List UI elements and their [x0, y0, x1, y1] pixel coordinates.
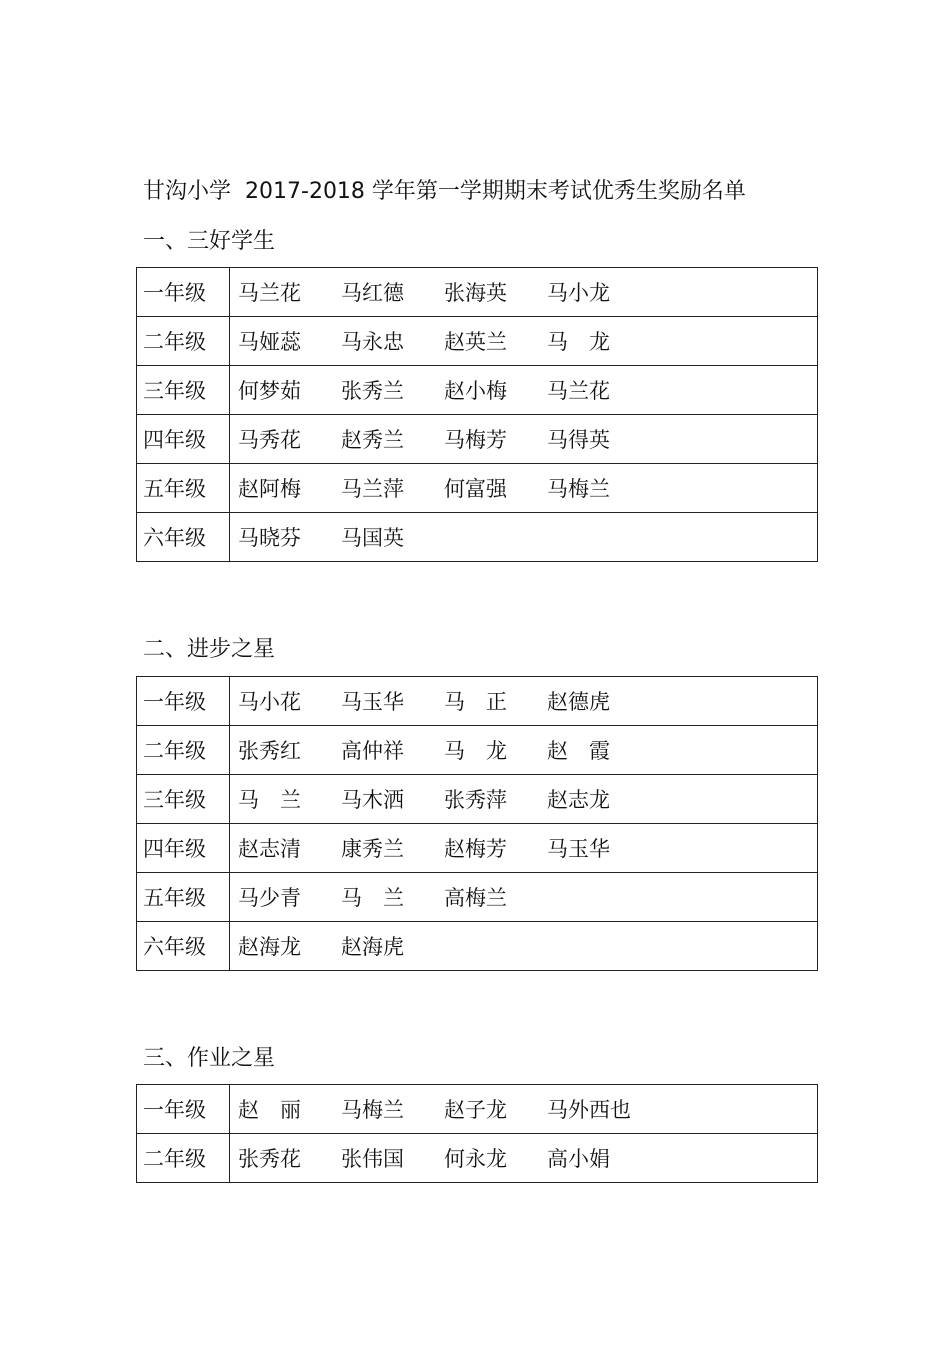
grade-cell: 六年级: [137, 922, 230, 971]
names-cell: [230, 775, 818, 824]
student-name: 赵 丽: [238, 1098, 301, 1122]
student-name: 马小花: [238, 690, 301, 714]
student-name: 马外西也: [547, 1098, 631, 1122]
grade-cell: 四年级: [137, 415, 230, 464]
table-row: [137, 513, 818, 562]
names-cell: [230, 922, 818, 971]
grade-cell: 一年级: [137, 268, 230, 317]
section-heading-homework-stars: 三、作业之星: [143, 1046, 276, 1071]
table-row: [137, 317, 818, 366]
student-name: 马 龙: [444, 739, 507, 763]
grade-cell: 五年级: [137, 464, 230, 513]
student-name: 赵志清: [238, 837, 301, 861]
student-name: 何富强: [444, 477, 507, 501]
progress-stars-table: [136, 676, 818, 971]
document-title: [143, 176, 746, 208]
student-name: 马少青: [238, 886, 301, 910]
student-name: 马红德: [341, 281, 404, 305]
grade-cell: 一年级: [137, 677, 230, 726]
student-name: 赵德虎: [547, 690, 610, 714]
names-cell: [230, 317, 818, 366]
student-name: 马木洒: [341, 788, 404, 812]
student-name: 马小龙: [547, 281, 610, 305]
names-cell: [230, 726, 818, 775]
grade-cell: 三年级: [137, 775, 230, 824]
student-name: 赵秀兰: [341, 428, 404, 452]
student-name: 马玉华: [547, 837, 610, 861]
student-name: 赵海虎: [341, 935, 404, 959]
student-name: 马秀花: [238, 428, 301, 452]
names-cell: [230, 873, 818, 922]
student-name: 马 龙: [547, 330, 610, 354]
student-name: 赵阿梅: [238, 477, 301, 501]
grade-cell: 二年级: [137, 726, 230, 775]
student-name: 赵子龙: [444, 1098, 507, 1122]
student-name: 马永忠: [341, 330, 404, 354]
grade-cell: 三年级: [137, 366, 230, 415]
table-row: [137, 268, 818, 317]
grade-cell: 六年级: [137, 513, 230, 562]
student-name: 张海英: [444, 281, 507, 305]
student-name: 何梦茹: [238, 379, 301, 403]
homework-stars-table: [136, 1084, 818, 1183]
student-name: 张伟国: [341, 1147, 404, 1171]
table-row: [137, 464, 818, 513]
table-row: [137, 873, 818, 922]
student-name: 马玉华: [341, 690, 404, 714]
names-cell: [230, 1085, 818, 1134]
table-row: [137, 726, 818, 775]
student-name: 马晓芬: [238, 526, 301, 550]
grade-cell: 二年级: [137, 317, 230, 366]
school-name: 甘沟小学: [143, 179, 232, 204]
grade-cell: 一年级: [137, 1085, 230, 1134]
student-name: 张秀兰: [341, 379, 404, 403]
names-cell: [230, 1134, 818, 1183]
student-name: 马 兰: [341, 886, 404, 910]
student-name: 马兰花: [238, 281, 301, 305]
names-cell: [230, 677, 818, 726]
merit-students-table: [136, 267, 818, 562]
student-name: 张秀萍: [444, 788, 507, 812]
table-row: [137, 677, 818, 726]
student-name: 康秀兰: [341, 837, 404, 861]
student-name: 高仲祥: [341, 739, 404, 763]
student-name: 何永龙: [444, 1147, 507, 1171]
grade-cell: 五年级: [137, 873, 230, 922]
title-text: 2017-2018 学年第一学期期末考试优秀生奖励名单: [245, 179, 746, 204]
table-row: [137, 922, 818, 971]
student-name: 高梅兰: [444, 886, 507, 910]
student-name: 马梅兰: [547, 477, 610, 501]
student-name: 赵英兰: [444, 330, 507, 354]
student-name: 马兰花: [547, 379, 610, 403]
names-cell: [230, 415, 818, 464]
student-name: 马娅蕊: [238, 330, 301, 354]
student-name: 张秀红: [238, 739, 301, 763]
names-cell: [230, 824, 818, 873]
student-name: 赵 霞: [547, 739, 610, 763]
student-name: 马 正: [444, 690, 507, 714]
student-name: 赵小梅: [444, 379, 507, 403]
student-name: 马梅芳: [444, 428, 507, 452]
names-cell: [230, 513, 818, 562]
grade-cell: 四年级: [137, 824, 230, 873]
table-row: [137, 1134, 818, 1183]
table-row: [137, 415, 818, 464]
student-name: 马得英: [547, 428, 610, 452]
student-name: 马 兰: [238, 788, 301, 812]
student-name: 赵志龙: [547, 788, 610, 812]
table-row: [137, 775, 818, 824]
student-name: 高小娟: [547, 1147, 610, 1171]
student-name: 马兰萍: [341, 477, 404, 501]
table-row: [137, 1085, 818, 1134]
student-name: 马国英: [341, 526, 404, 550]
names-cell: [230, 268, 818, 317]
table-row: [137, 366, 818, 415]
student-name: 马梅兰: [341, 1098, 404, 1122]
section-heading-progress-stars: 二、进步之星: [143, 637, 276, 662]
student-name: 赵梅芳: [444, 837, 507, 861]
names-cell: [230, 464, 818, 513]
grade-cell: 二年级: [137, 1134, 230, 1183]
table-row: [137, 824, 818, 873]
names-cell: [230, 366, 818, 415]
section-heading-merit-students: 一、三好学生: [143, 229, 276, 254]
student-name: 张秀花: [238, 1147, 301, 1171]
student-name: 赵海龙: [238, 935, 301, 959]
